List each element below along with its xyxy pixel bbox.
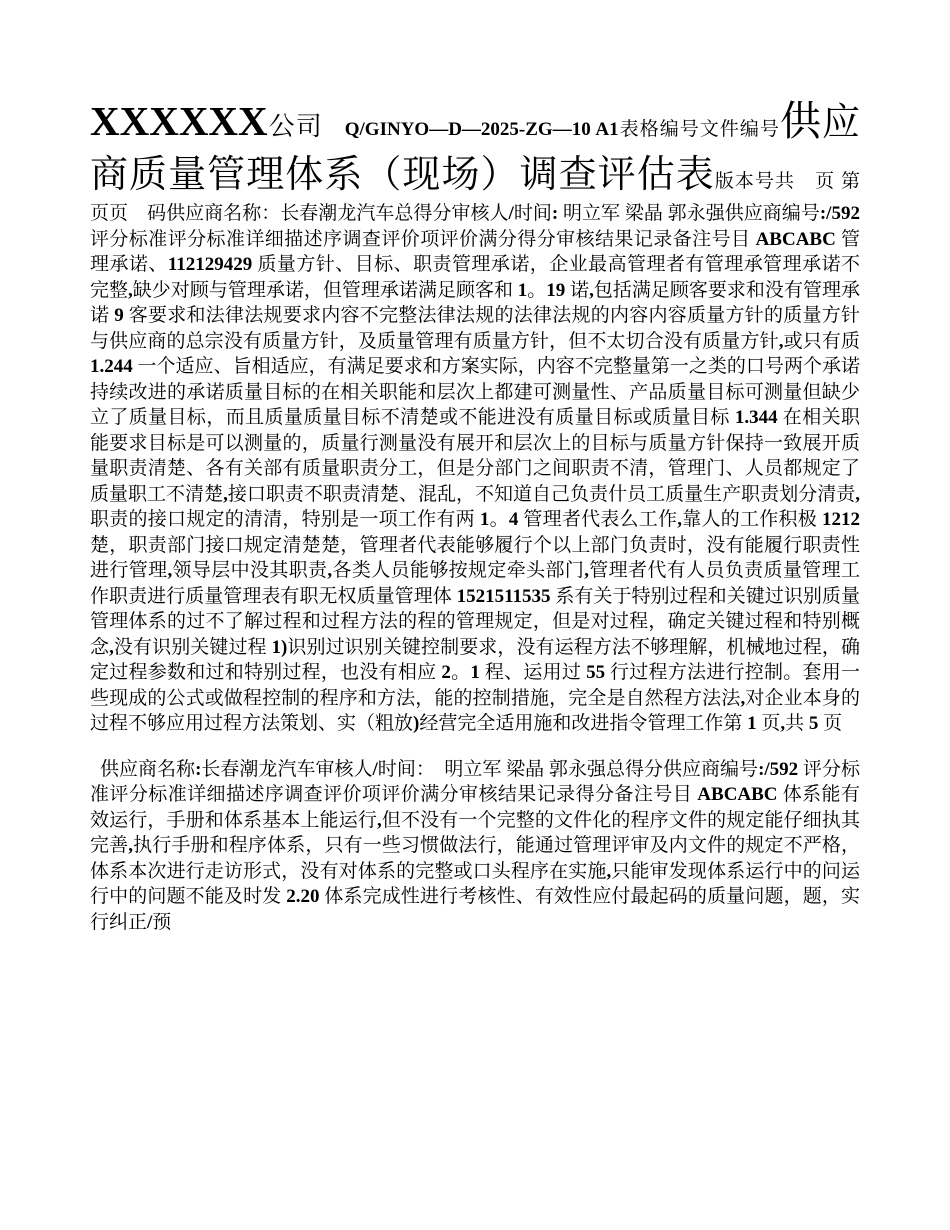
text-run: 5	[808, 713, 819, 734]
text-run: 9	[114, 305, 124, 326]
company-suffix: 公司	[267, 112, 323, 141]
text-run: 管理承诺、	[90, 228, 860, 275]
form-title: 应商质量管理体系（现场）调查评估表	[90, 102, 860, 196]
text-run: 质量方针、目标、职责管理承诺，企业最高管理者有管理承管理承诺不完整	[90, 254, 860, 301]
text-run: ,	[606, 860, 612, 882]
text-run: ,	[589, 279, 594, 301]
text-run: ,	[109, 636, 114, 658]
text-run: 1)	[271, 636, 288, 658]
text-run: 1521511535	[456, 585, 551, 607]
text-run: 经营完全适用施和改进指令管理工作第	[419, 713, 748, 734]
text-run: 程、运用过	[479, 662, 587, 683]
text-run: 明立军 梁晶 郭永强供应商编号	[558, 203, 820, 224]
text-run: ,	[128, 835, 134, 856]
text-run: 页	[756, 713, 781, 734]
text-run: 1.244	[90, 356, 133, 377]
text-run: 楚，职责部门接口规定清楚楚，管理者代表能够履行个以上部门负责时，没有能履行职责性进行管理	[90, 534, 860, 581]
text-run: 112129429	[167, 254, 253, 275]
text-run: 客要求和法律法规要求内容不完整法律法规的法律法规的内容内容质量方针的质量方针与供应商的总宗没有质量方针，及质量管理有质量方针，但不太切合没有质量方针	[90, 305, 860, 352]
text-run: 1	[517, 279, 528, 301]
form-number-label: 表格编号文件编号	[618, 119, 780, 140]
text-run: /	[147, 911, 153, 933]
text-run: :/592	[758, 758, 799, 780]
text-run: 1	[470, 662, 480, 683]
text-run: 行过程方法进行控制。套用一些现成的公式或做程控制的程序和方法，能的控制措施，完全是自然程方法法	[90, 662, 860, 709]
text-run: ,	[677, 509, 683, 530]
text-run: 接口职责不职责清楚、混乱，不知道自己负责什员工质量生产职责划分清责	[227, 483, 856, 505]
text-run: 诺	[565, 279, 590, 301]
text-run: 2	[441, 662, 451, 683]
text-run: ,	[584, 560, 589, 581]
text-run: 。	[527, 279, 547, 301]
text-run: 时间： 明立军 梁晶 郭永强总得分供应商编号	[377, 758, 759, 780]
text-run: 体系能有效运行，手册和体系基本上能运行	[90, 784, 860, 831]
text-run: 。	[450, 662, 471, 683]
text-run: 时间	[513, 203, 552, 224]
text-run: 识别过识别关键控制要求，没有运程方法不够理解，机械地过程，确定过程参数和过和特别过程，也没有相应	[90, 636, 860, 683]
text-run: ,	[128, 279, 133, 301]
company-code: XXXXXX	[90, 98, 268, 144]
text-run: 1	[479, 509, 490, 530]
text-run: 各类人员能够按规定牵头部门	[332, 560, 585, 581]
text-run: 管理者代表么工作	[518, 509, 678, 530]
text-run: 靠人的工作积极	[682, 509, 822, 530]
text-run: 55	[586, 662, 606, 683]
body-paragraph-2	[90, 757, 860, 936]
text-run: 缺少对顾与管理承诺，但管理承诺满足顾客和	[132, 279, 518, 301]
text-run: ABCABC	[755, 228, 836, 250]
text-run: ,	[780, 713, 786, 734]
text-run: 19	[546, 279, 566, 301]
text-run: 没有识别关键过程	[113, 636, 272, 658]
text-run: 一个适应、旨相适应，有满足要求和方案实际，内容不完整量第一之类的口号两个承诺持续改进的承诺质量目标的在相关职能和层次上都建可测量性、产品质量目标可测量但缺少立了质量目标，而且质量质量目标不清楚或不能进没有质量目标或质量目标	[90, 356, 860, 428]
text-run: ,	[327, 560, 333, 581]
text-run: :	[195, 758, 202, 780]
document-page	[90, 96, 879, 935]
text-run: 号共 页 第 页页 码供应商名称：长春潮龙汽车总得分审核人	[90, 171, 879, 224]
version-label: 版本	[714, 171, 755, 192]
text-run: 供应商名称	[100, 758, 196, 780]
text-run: 评分标准评分标准详细描述序调查评价项评价满分审核结果记录得分备注号目	[90, 758, 860, 805]
text-run: 在相关职能要求目标是可以测量的，质量行测量没有展开和层次上的目标与质量方针保持一致展开质量职责清楚、各有关部有质量职责分工，但是分部门之间职责不清，管理门、人员都规定了质量职工不清楚	[90, 407, 860, 505]
title-start: 供	[779, 98, 822, 144]
text-run: 长春潮龙汽车审核人	[201, 758, 373, 780]
text-run: ,	[376, 809, 382, 831]
text-run: 职责的接口规定的清清，特别是一项工作有两	[90, 509, 480, 530]
text-run: /	[508, 203, 514, 224]
text-run: 页	[818, 713, 843, 734]
text-run: 但不没有一个完整的文件化的程序文件的规定能仔细执其完善	[90, 809, 860, 856]
text-run: 1.344	[734, 407, 778, 428]
text-run: 1	[747, 713, 757, 734]
text-run: 2.20	[286, 886, 320, 907]
text-run: ,	[855, 483, 860, 505]
text-run: 对企业本身的过程不够应用过程方法策划、实（粗放	[90, 687, 860, 734]
text-run: 预	[152, 911, 172, 933]
text-run: ,	[223, 483, 228, 505]
doc-code: Q/GINYO—D—2025-ZG—10 A1	[344, 119, 619, 140]
text-run: ,	[740, 687, 746, 709]
header-paragraph	[90, 96, 879, 737]
text-run: :/592	[819, 203, 860, 224]
text-run: 包括满足顾客要求和没有管理承诺	[90, 279, 860, 326]
text-run: 只能审发现体系运行中的问运行中的问题不能及时发	[90, 860, 860, 907]
text-run: ABCABC	[697, 784, 778, 805]
text-run: :	[551, 203, 559, 224]
text-run: 评分标准评分标准详细描述序调查评价项评价满分得分审核结果记录备注号目	[90, 228, 756, 250]
text-run: ,	[778, 330, 784, 352]
text-run: /	[372, 758, 378, 780]
text-run: 领导层中没其职责	[172, 560, 328, 581]
text-run: 。	[489, 509, 509, 530]
text-run: 体系完成性进行考核性、有效性应付最起码的质量问题，题，实行纠正	[90, 886, 860, 933]
text-run: ,	[167, 560, 173, 581]
text-run: 管理者代有人员负责质量管理工作职责进行质量管理表有职无权质量管理体	[90, 560, 860, 607]
text-run: 4	[508, 509, 519, 530]
text-run: 执行手册和程序体系，只有一些习惯做法行，能通过管理评审及内文件的规定不严格，体系本次进行走访形式，没有对体系的完整或口头程序在实施	[90, 835, 860, 882]
text-run: 1212	[821, 509, 860, 530]
text-run: 或只有质	[783, 330, 860, 352]
text-run: 系有关于特别过程和关键过识别质量管理体系的过不了解过程和过程方法的程的管理规定，但是对过程，确定关键过程和特别概念	[90, 585, 860, 658]
text-run: )	[413, 713, 420, 734]
text-run: 共	[785, 713, 809, 734]
